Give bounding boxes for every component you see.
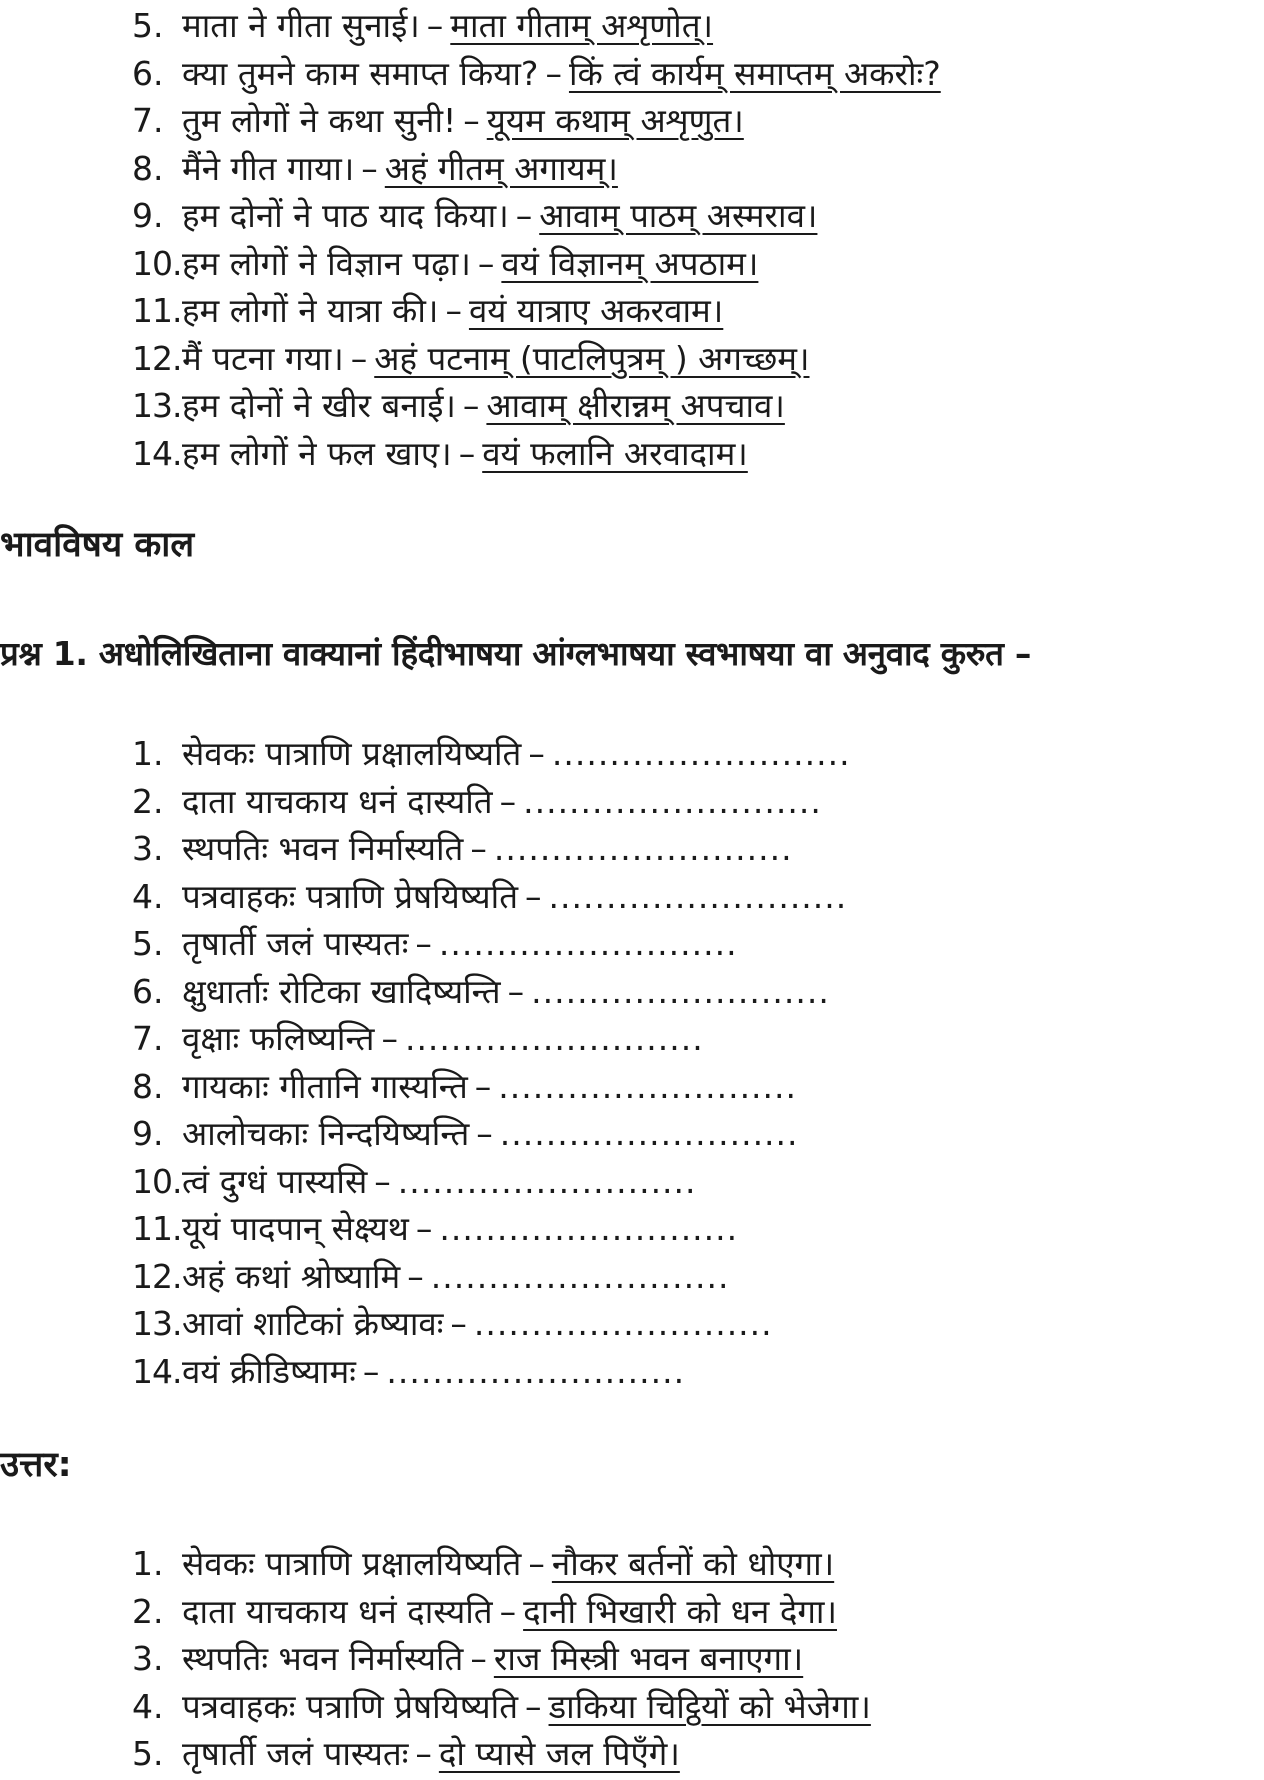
list-item [132, 145, 941, 193]
dash: – [499, 781, 517, 821]
sanskrit-sentence: पत्रवाहकः पत्राणि प्रेषयिष्यति [182, 1686, 519, 1726]
dash: – [470, 1639, 487, 1678]
hindi-sentence: हम दोनों ने खीर बनाई। [182, 386, 456, 425]
dash: – [381, 1019, 398, 1058]
sanskrit-answer: वयं यात्राए अकरवाम। [468, 291, 724, 330]
hindi-sentence: मैं पटना गया। [182, 338, 344, 378]
answer-blank: .......................... [498, 1066, 798, 1106]
list-item [132, 920, 851, 968]
list-item [132, 1205, 851, 1253]
item-number: 9. [132, 196, 164, 235]
sanskrit-sentence: स्थपतिः भवन निर्मास्यति [182, 829, 464, 868]
list-item [132, 1730, 871, 1778]
list-item [132, 287, 941, 335]
list-item [132, 1063, 851, 1111]
list-item [132, 97, 941, 145]
hindi-sentence: तुम लोगों ने कथा सुनी! [182, 101, 457, 140]
sanskrit-answer: माता गीताम् अशृणोत्। [450, 6, 714, 45]
item-number: 10. [132, 243, 182, 283]
dash: – [528, 1544, 545, 1583]
dash: – [507, 971, 525, 1011]
list-item [132, 382, 941, 430]
dash: – [361, 148, 378, 188]
list-item [132, 1348, 851, 1396]
item-number: 5. [132, 6, 164, 45]
list-item [132, 240, 941, 288]
list-item [132, 825, 851, 873]
dash: – [525, 876, 542, 916]
sanskrit-answer: किं त्वं कार्यम् समाप्तम् अकरोः? [568, 53, 941, 93]
answer-blank: .......................... [548, 876, 848, 916]
past-tense-answer-list [132, 2, 941, 477]
list-item [132, 1015, 851, 1063]
question-title: प्रश्न 1. अधोलिखिताना वाक्यानां हिंदीभाषया आंग्लभाषया स्वभाषया वा अनुवाद कुरुत – [0, 634, 1032, 673]
list-item [132, 1300, 851, 1348]
sanskrit-sentence: पत्रवाहकः पत्राणि प्रेषयिष्यति [182, 876, 519, 916]
dash: – [374, 1161, 391, 1201]
item-number: 12. [132, 338, 182, 378]
sanskrit-sentence: गायकाः गीतानि गास्यन्ति [182, 1066, 468, 1106]
answer-blank: .......................... [438, 924, 738, 963]
dash: – [450, 1304, 467, 1343]
item-number: 6. [132, 971, 164, 1011]
list-item [132, 192, 941, 240]
list-item [132, 1588, 871, 1636]
item-number: 7. [132, 101, 164, 140]
list-item [132, 968, 851, 1016]
dash: – [415, 924, 432, 963]
answer-blank: .......................... [430, 1256, 730, 1296]
sanskrit-sentence: यूयं पादपान् सेक्ष्यथ [182, 1209, 409, 1248]
item-number: 3. [132, 1639, 164, 1678]
list-item [132, 335, 941, 383]
dash: – [525, 1686, 542, 1726]
sanskrit-sentence: तृषार्ती जलं पास्यतः [182, 1734, 409, 1773]
dash: – [463, 101, 480, 140]
item-number: 1. [132, 1544, 164, 1583]
hindi-answer: नौकर बर्तनों को धोएगा। [551, 1544, 835, 1583]
item-number: 4. [132, 876, 164, 916]
item-number: 11. [132, 291, 182, 330]
item-number: 4. [132, 1686, 164, 1726]
list-item [132, 430, 941, 478]
hindi-answer: डाकिया चिट्ठियों को भेजेगा। [548, 1686, 871, 1726]
sanskrit-sentence: क्षुधार्ताः रोटिका खादिष्यन्ति [182, 971, 501, 1011]
dash: – [407, 1256, 424, 1296]
sanskrit-sentence: तृषार्ती जलं पास्यतः [182, 924, 409, 963]
section-title: भावविषय काल [0, 525, 195, 565]
dash: – [445, 291, 462, 330]
hindi-sentence: हम लोगों ने यात्रा की। [182, 291, 439, 330]
answer-blank: .......................... [531, 971, 830, 1011]
sanskrit-sentence: दाता याचकाय धनं दास्यति [182, 1591, 493, 1631]
item-number: 8. [132, 148, 164, 188]
sanskrit-sentence: दाता याचकाय धनं दास्यति [182, 781, 493, 821]
list-item [132, 50, 941, 98]
item-number: 6. [132, 53, 164, 93]
item-number: 13. [132, 1304, 182, 1343]
dash: – [476, 1114, 493, 1153]
hindi-sentence: हम लोगों ने फल खाए। [182, 433, 452, 473]
answer-blank: .......................... [404, 1019, 704, 1058]
sanskrit-answer: अहं गीतम् अगायम्। [384, 148, 618, 188]
dash: – [350, 338, 368, 378]
answer-blank: .......................... [473, 1304, 773, 1343]
list-item [132, 1110, 851, 1158]
sanskrit-sentence: आलोचकाः निन्दयिष्यन्ति [182, 1114, 470, 1153]
answer-blank: .......................... [551, 734, 851, 773]
dash: – [474, 1066, 492, 1106]
hindi-answer: दानी भिखारी को धन देगा। [523, 1591, 837, 1631]
sanskrit-sentence: वृक्षाः फलिष्यन्ति [182, 1019, 375, 1058]
list-item [132, 730, 851, 778]
dash: – [515, 196, 533, 235]
hindi-answer: दो प्यासे जल पिएँगे। [438, 1734, 680, 1773]
answer-blank: .......................... [499, 1114, 799, 1153]
answer-list [132, 1540, 871, 1778]
item-number: 3. [132, 829, 164, 868]
sanskrit-sentence: त्वं दुग्धं पास्यसि [182, 1161, 368, 1201]
hindi-answer: राज मिस्त्री भवन बनाएगा। [493, 1639, 804, 1678]
item-number: 14. [132, 433, 182, 473]
answer-blank: .......................... [386, 1351, 686, 1391]
sanskrit-answer: वयं फलानि अरवादाम। [482, 433, 748, 473]
dash: – [458, 433, 476, 473]
hindi-sentence: माता ने गीता सुनाई। [182, 6, 420, 45]
list-item [132, 1635, 871, 1683]
item-number: 5. [132, 1734, 164, 1773]
list-item [132, 1158, 851, 1206]
item-number: 7. [132, 1019, 164, 1058]
item-number: 13. [132, 386, 182, 425]
item-number: 5. [132, 924, 164, 963]
list-item [132, 2, 941, 50]
item-number: 14. [132, 1351, 182, 1391]
sanskrit-sentence: अहं कथां श्रोष्यामि [182, 1256, 401, 1296]
item-number: 10. [132, 1161, 182, 1201]
dash: – [528, 734, 545, 773]
item-number: 2. [132, 781, 164, 821]
answer-blank: .......................... [439, 1209, 739, 1248]
dash: – [477, 243, 495, 283]
hindi-sentence: हम लोगों ने विज्ञान पढ़ा। [182, 243, 471, 283]
hindi-sentence: हम दोनों ने पाठ याद किया। [182, 196, 509, 235]
sanskrit-answer: वयं विज्ञानम् अपठाम। [501, 243, 759, 283]
sanskrit-sentence: स्थपतिः भवन निर्मास्यति [182, 1639, 464, 1678]
answer-blank: .......................... [523, 781, 822, 821]
list-item [132, 1683, 871, 1731]
sanskrit-answer: यूयम कथाम् अशृणुत। [486, 101, 744, 140]
item-number: 2. [132, 1591, 164, 1631]
list-item [132, 778, 851, 826]
hindi-sentence: क्या तुमने काम समाप्त किया? [182, 53, 539, 93]
item-number: 9. [132, 1114, 164, 1153]
exercise-list [132, 730, 851, 1395]
item-number: 11. [132, 1209, 182, 1248]
dash: – [470, 829, 487, 868]
dash: – [426, 6, 444, 45]
sanskrit-sentence: आवां शाटिकां क्रेष्यावः [182, 1304, 444, 1343]
sanskrit-answer: आवाम् क्षीरान्नम् अपचाव। [486, 386, 785, 425]
sanskrit-answer: अहं पटनाम् (पाटलिपुत्रम् ) अगच्छम्। [374, 338, 810, 378]
answer-blank: .......................... [397, 1161, 697, 1201]
dash: – [415, 1734, 432, 1773]
item-number: 12. [132, 1256, 182, 1296]
sanskrit-answer: आवाम् पाठम् अस्मराव। [539, 196, 818, 235]
hindi-sentence: मैंने गीत गाया। [182, 148, 355, 188]
list-item [132, 1253, 851, 1301]
answer-heading: उत्तर: [0, 1445, 72, 1485]
sanskrit-sentence: सेवकः पात्राणि प्रक्षालयिष्यति [182, 1544, 522, 1583]
dash: – [462, 386, 480, 425]
sanskrit-sentence: वयं क्रीडिष्यामः [182, 1351, 356, 1391]
dash: – [545, 53, 562, 93]
dash: – [415, 1209, 433, 1248]
list-item [132, 1540, 871, 1588]
sanskrit-sentence: सेवकः पात्राणि प्रक्षालयिष्यति [182, 734, 522, 773]
answer-blank: .......................... [493, 829, 793, 868]
dash: – [499, 1591, 517, 1631]
list-item [132, 873, 851, 921]
dash: – [362, 1351, 380, 1391]
item-number: 1. [132, 734, 164, 773]
item-number: 8. [132, 1066, 164, 1106]
